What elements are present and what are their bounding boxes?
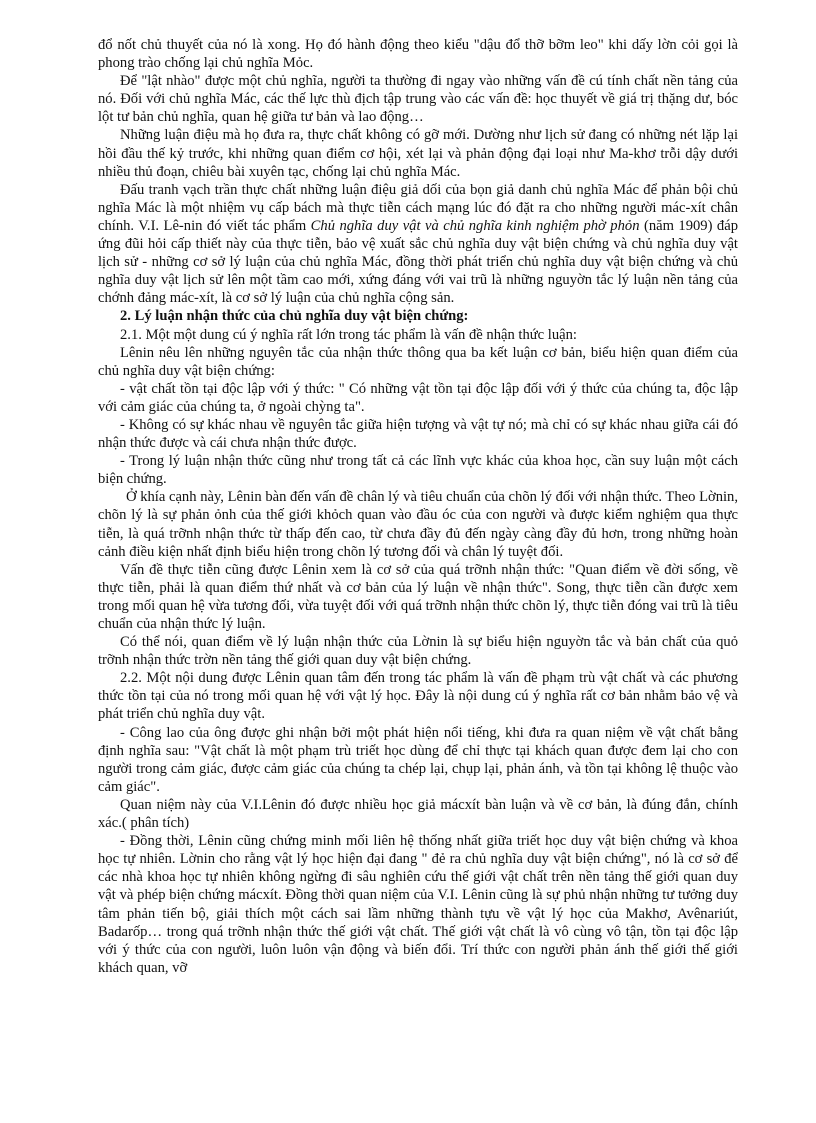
paragraph-practice: Vấn đề thực tiễn cũng được Lênin xem là cơ sở của quá trỡnh nhận thức: "Quan điểm về đời sống, về thực tiễn, phải là quan điểm thứ nhất và cơ bản của lý luận về nhận thức". Song, thực tiễn cần được xem trong mối quan hệ vừa tương đối, vừa tuyệt đối với quá trỡnh nhận thức chõn lý, thực tiễn đóng vai trũ là tiêu chuẩn của nhận thức lý luận. bbox=[98, 561, 738, 632]
paragraph-1: đổ nốt chủ thuyết của nó là xong. Họ đó hành động theo kiểu "dậu đổ thỡ bỡm leo" khi dấy lờn cỏi gọi là phong trào chống lại chủ nghĩa Mỏc. bbox=[98, 37, 738, 72]
paragraph-principles: Lênin nêu lên những nguyên tắc của nhận thức thông qua ba kết luận cơ bản, biểu hiện quan điểm của chủ nghĩa duy vật biện chứng: bbox=[98, 344, 738, 379]
section-heading-2: 2. Lý luận nhận thức của chủ nghĩa duy vật biện chứng: bbox=[120, 308, 469, 325]
paragraph-natural-science: - Đồng thời, Lênin cũng chứng minh mối liên hệ thống nhất giữa triết học duy vật biện chứng và khoa học tự nhiên. Lờnin cho rằng vật lý học hiện đại đang " đẻ ra chủ nghĩa duy vật biện chứng", nó là cơ sở để các nhà khoa học tự nhiên không ngừng đi sâu nghiên cứu thế giới vật chất trên nền tảng thế giới quan duy vật và phép biện chứng mácxít. Đồng thời quan niệm của V.I. Lênin cũng là sự phủ nhận những tư tưởng duy tâm phản tiến bộ, giải thích một cách sai lầm những thành tựu về vật lý học của Makhơ, Avênariút, Badarốp… trong quá trỡnh nhận thức thế giới vật chất. Thế giới vật chất là vô cùng vô tận, tồn tại độc lập với ý thức của con người, luôn luôn vận động và biến đổi. Trí thức con người phản ánh thế giới thế giới khách quan, vỡ bbox=[98, 833, 738, 976]
bullet-3: - Trong lý luận nhận thức cũng như trong tất cả các lĩnh vực khác của khoa học, cần suy luận một cách biện chứng. bbox=[98, 453, 738, 488]
bullet-2: - Không có sự khác nhau về nguyên tắc giữa hiện tượng và vật tự nó; mà chỉ có sự khác nhau giữa cái đó nhận thức được và cái chưa nhận thức được. bbox=[98, 416, 738, 452]
paragraph-4 bbox=[98, 181, 738, 308]
paragraph-2-1: 2.1. Một một dung cú ý nghĩa rất lớn trong tác phẩm là vấn đề nhận thức luận: bbox=[120, 326, 577, 343]
book-title: Chủ nghĩa duy vật và chủ nghĩa kinh nghiệm phờ phỏn bbox=[310, 217, 640, 234]
document-page bbox=[98, 36, 738, 977]
paragraph-2-2: 2.2. Một nội dung được Lênin quan tâm đến trong tác phẩm là vấn đề phạm trù vật chất và các phương thức tồn tại của nó trong mối quan hệ với vật lý học. Đây là nội dung cú ý nghĩa rất cơ bản nhằm bảo vệ và phát triển chủ nghĩa duy vật. bbox=[98, 670, 738, 723]
paragraph-conclusion: Có thể nói, quan điểm về lý luận nhận thức của Lờnin là sự biểu hiện nguyờn tắc và bản chất của quỏ trỡnh nhận thức trờn nền tảng thế giới quan duy vật biện chứng. bbox=[98, 634, 738, 669]
paragraph-2: Để "lật nhào" được một chủ nghĩa, người ta thường đi ngay vào những vấn đề cú tính chất nền tảng của nó. Đối với chủ nghĩa Mác, các thế lực thù địch tập trung vào các vấn đề: học thuyết về giá trị thặng dư, bóc lột tư bản chủ nghĩa, quan hệ giữa tư bản và lao động… bbox=[98, 73, 738, 126]
paragraph-4-text-a: Đấu tranh vạch trần thực chất những luận điệu giả dối của bọn giả danh chủ nghĩa Mác để phản bội chủ nghĩa Mác là một nhiệm vụ cấp bách mà thực tiễn cách mạng lúc đó đặt ra cho những người mác-xít chân chính. V.I. Lê-nin đó viết tác phẩm bbox=[98, 181, 738, 234]
paragraph-assessment: Quan niệm này của V.I.Lênin đó được nhiều học giả mácxít bàn luận và về cơ bản, là đúng đắn, chính xác.( phân tích) bbox=[98, 796, 738, 832]
paragraph-4-text-b: (năm 1909) đáp ứng đũi hỏi cấp thiết này của thực tiễn, bảo vệ xuất sắc chủ nghĩa duy vật biện chứng và chủ nghĩa duy vật lịch sử - những cơ sở lý luận của chủ nghĩa Mác, đồng thời phát triển chủ nghĩa duy vật biện chứng và chủ nghĩa duy vật lịch sử lên một tầm cao mới, xứng đáng với vai trũ là những nguyờn tắc lý luận nền tảng của chớnh đảng mác-xít, là cơ sở lý luận của chủ nghĩa cộng sản. bbox=[98, 217, 738, 307]
paragraph-3: Những luận điệu mà họ đưa ra, thực chất không có gỡ mới. Dường như lịch sử đang có những nét lặp lại hồi đầu thế kỷ trước, khi những quan điểm cơ hội, xét lại và phản động đại loại như Ma-khơ trỗi dậy dưới nhiều thủ đoạn, chiêu bài xuyên tạc, chống lại chủ nghĩa Mác. bbox=[98, 127, 738, 180]
paragraph-truth: Ở khía cạnh này, Lênin bàn đến vấn đề chân lý và tiêu chuẩn của chõn lý đối với nhận thức. Theo Lờnin, chõn lý là sự phản ỏnh của thế giới khỏch quan vào đầu óc của con người và được kiểm nghiệm qua thực tiễn, là quá trỡnh nhận thức từ thấp đến cao, từ chưa đầy đủ đến ngày càng đầy đủ hơn, trong những hoàn cảnh điều kiện nhất định biểu hiện trong chõn lý tương đối và chân lý tuyệt đối. bbox=[98, 489, 738, 560]
paragraph-matter-definition: - Công lao của ông được ghi nhận bởi một phát hiện nổi tiếng, khi đưa ra quan niệm về vật chất bằng định nghĩa sau: "Vật chất là một phạm trù triết học dùng để chỉ thực tại khách quan được đem lại cho con người trong cảm giác, được cảm giác của chúng ta chép lại, chụp lại, phản ánh, và tồn tại không lệ thuộc vào cảm giác". bbox=[98, 724, 738, 795]
bullet-1: - vật chất tồn tại độc lập với ý thức: " Có những vật tồn tại độc lập đối với ý thức của chúng ta, độc lập với cảm giác của chúng ta, ở ngoài chỳng ta". bbox=[98, 380, 738, 415]
